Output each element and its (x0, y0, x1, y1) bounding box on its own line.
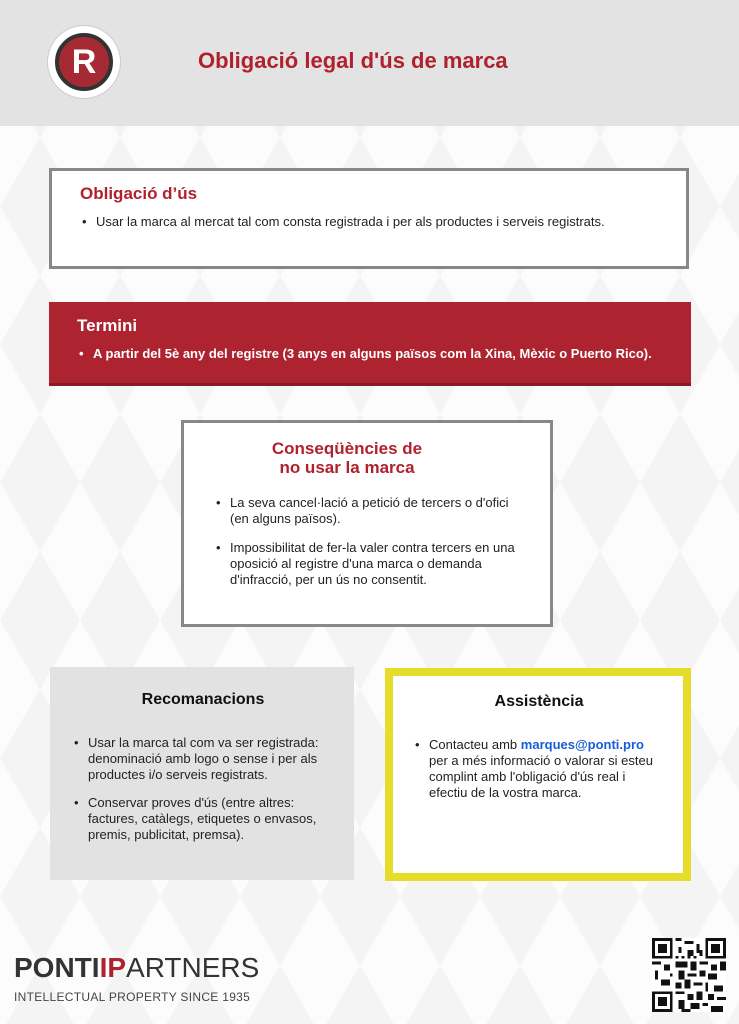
consequencies-section (181, 420, 553, 627)
assistencia-list (413, 737, 665, 801)
header-banner (0, 0, 739, 126)
consequencies-title-line2: no usar la marca (279, 458, 415, 477)
company-logo (14, 952, 259, 984)
logo-part-p: P (107, 952, 127, 983)
list-item (413, 737, 665, 801)
assistencia-title: Assistència (494, 693, 584, 710)
qr-code-icon[interactable] (652, 938, 726, 1012)
list-item: • La seva cancel·lació a petició de tercers o d'ofici (en alguns països). (214, 495, 520, 527)
obligacio-section (49, 168, 689, 269)
recomanacions-title: Recomanacions (141, 691, 265, 708)
consequencies-title-line1: Conseqüències de (271, 439, 423, 458)
email-link[interactable]: marques@ponti.pro (520, 737, 644, 752)
registered-mark-letter: R (55, 33, 113, 91)
logo-part-ponti: PONTI (14, 952, 100, 983)
page-title: Obligació legal d'ús de marca (198, 48, 508, 73)
recomanacions-list (72, 735, 334, 843)
termini-list (77, 346, 663, 362)
list-item: • A partir del 5è any del registre (3 anys en alguns països com la Xina, Mèxic o Puerto Rico). (77, 346, 663, 362)
assistencia-section (385, 668, 691, 881)
list-item: • Usar la marca al mercat tal com consta registrada i per als productes i serveis registrats. (80, 214, 658, 230)
logo-part-artners: ARTNERS (126, 952, 260, 983)
obligacio-list (80, 214, 658, 230)
list-item: • Impossibilitat de fer-la valer contra tercers en una oposició al registre d'una marca o demanda d'infracció, per un ús no consentit. (214, 540, 520, 588)
assistencia-suffix: per a més informació o valorar si esteu complint amb l'obligació d'ús real i efectiu de la vostra marca. (429, 753, 653, 800)
registered-mark-icon (48, 26, 120, 98)
obligacio-title: Obligació d’ús (80, 184, 198, 203)
list-item: • Conservar proves d'ús (entre altres: factures, catàlegs, etiquetes o envasos, premis, publicitat, premsa). (72, 795, 334, 843)
recomanacions-section (50, 667, 354, 880)
consequencies-title (214, 439, 520, 477)
list-item: • Usar la marca tal com va ser registrada: denominació amb logo o sense i per als productes i/o serveis registrats. (72, 735, 334, 783)
termini-title: Termini (77, 316, 138, 335)
assistencia-prefix: Contacteu amb (429, 737, 521, 752)
company-tagline: INTELLECTUAL PROPERTY SINCE 1935 (14, 990, 251, 1004)
termini-section (49, 302, 691, 386)
logo-part-ip: IP (99, 952, 127, 983)
consequencies-list (214, 495, 520, 588)
